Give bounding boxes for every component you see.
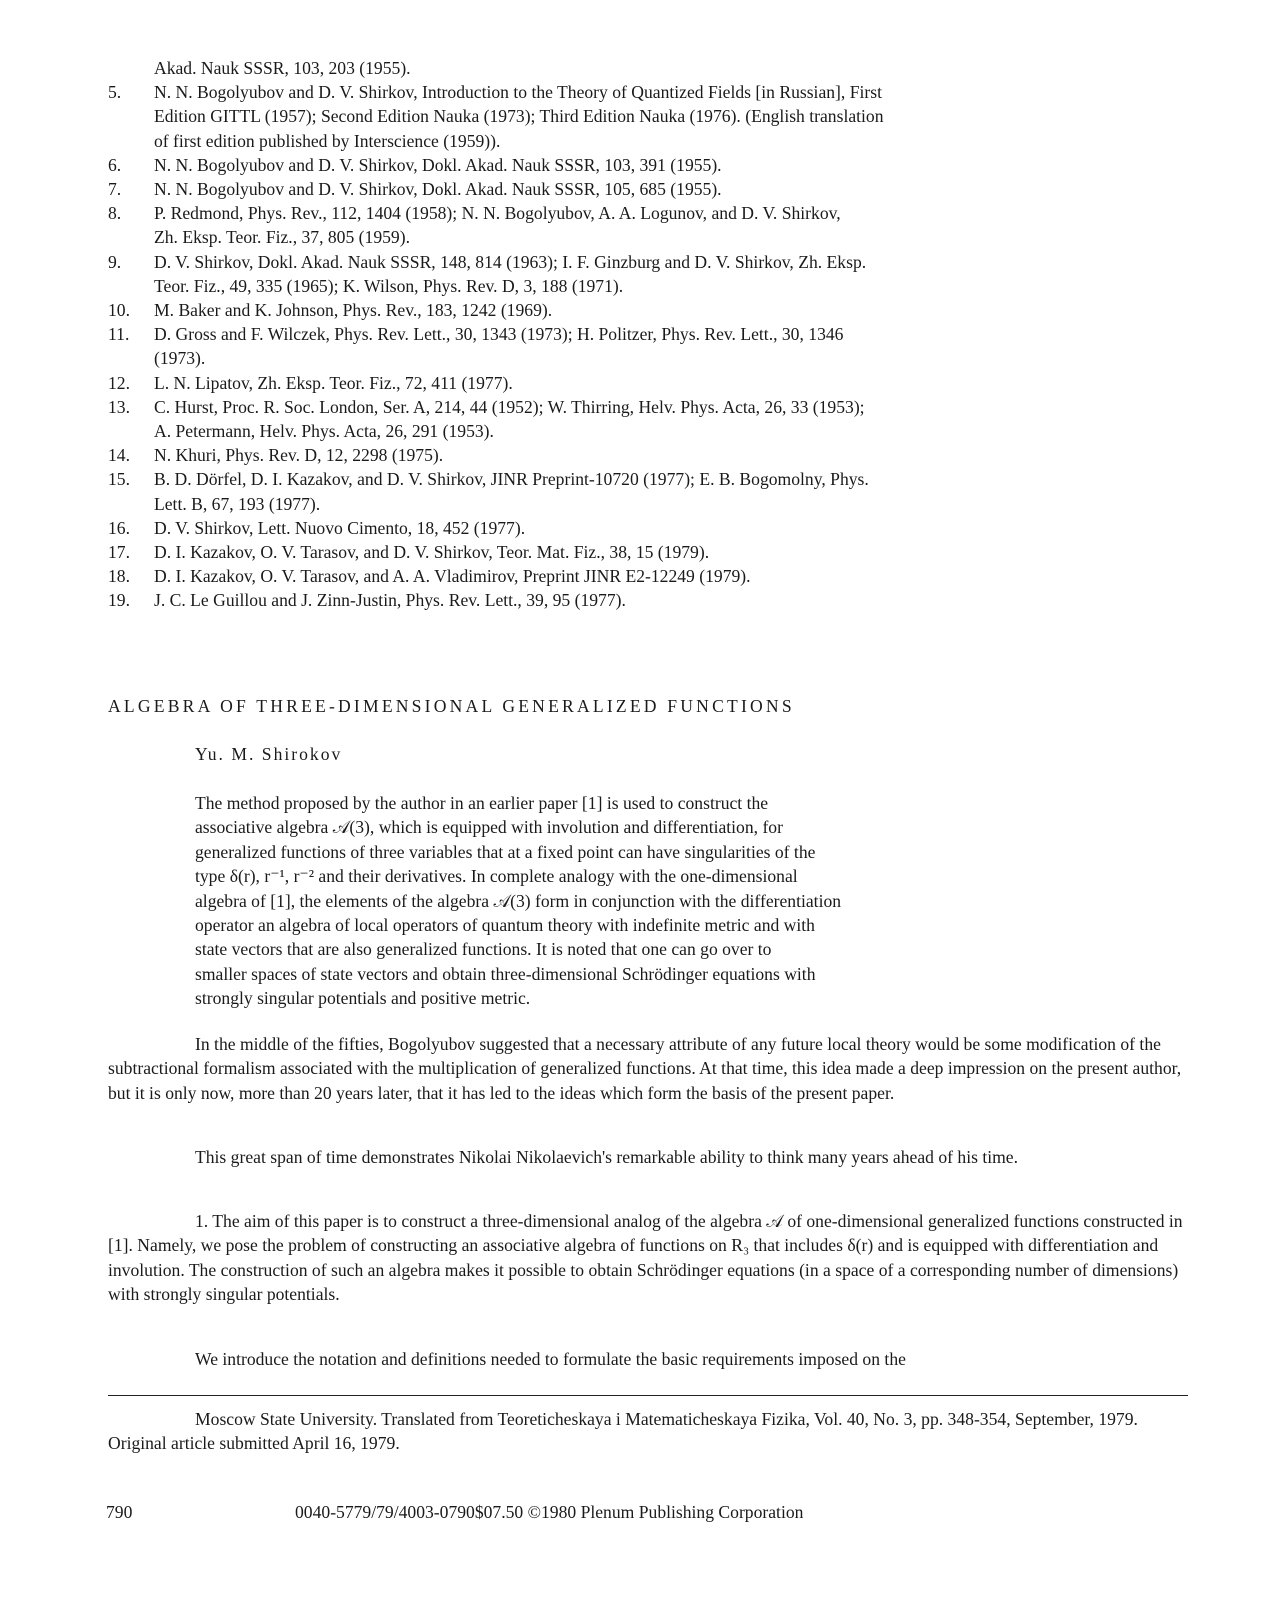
body-paragraph-4: We introduce the notation and definitions needed to formulate the basic requirements imposed on the [195, 1349, 906, 1369]
abstract-line: generalized functions of three variables that at a fixed point can have singularities of the [195, 841, 816, 862]
reference-item [108, 564, 1188, 588]
reference-number: 11. [108, 324, 130, 345]
reference-text [154, 153, 1188, 177]
reference-line: B. D. Dörfel, D. I. Kazakov, and D. V. Shirkov, JINR Preprint-10720 (1977); E. B. Bogomolny, Phys. [154, 469, 869, 490]
abstract [195, 791, 1075, 1011]
reference-number: 16. [108, 517, 130, 538]
reference-line: J. C. Le Guillou and J. Zinn-Justin, Phys. Rev. Lett., 39, 95 (1977). [154, 590, 626, 611]
reference-line: M. Baker and K. Johnson, Phys. Rev., 183, 1242 (1969). [154, 300, 553, 321]
reference-number: 10. [108, 300, 130, 321]
reference-number: 7. [108, 179, 122, 200]
abstract-line: associative algebra 𝒜(3), which is equipped with involution and differentiation, for [195, 817, 783, 838]
reference-line: D. V. Shirkov, Lett. Nuovo Cimento, 18, 452 (1977). [154, 517, 526, 538]
reference-items [108, 80, 1188, 612]
reference-number: 8. [108, 203, 122, 224]
reference-number: 19. [108, 590, 130, 611]
reference-text [154, 371, 1188, 395]
article-author: Yu. M. Shirokov [195, 744, 343, 764]
reference-text [154, 298, 1188, 322]
reference-text [154, 564, 1188, 588]
reference-text [154, 443, 1188, 467]
abstract-line: algebra of [1], the elements of the algebra 𝒜(3) form in conjunction with the differentiation [195, 890, 842, 911]
reference-line: P. Redmond, Phys. Rev., 112, 1404 (1958); N. N. Bogolyubov, A. A. Logunov, and D. V. Shirkov, [154, 203, 841, 224]
reference-item [108, 395, 1188, 443]
reference-item [108, 467, 1188, 515]
reference-item [108, 540, 1188, 564]
copyright-line: 0040-5779/79/4003-0790$07.50 ©1980 Plenum Publishing Corporation [295, 1502, 804, 1522]
reference-number: 5. [108, 82, 122, 103]
reference-item [108, 177, 1188, 201]
article-title: ALGEBRA OF THREE-DIMENSIONAL GENERALIZED FUNCTIONS [108, 696, 795, 716]
reference-item [108, 371, 1188, 395]
body-paragraph-3: 1. The aim of this paper is to construct a three-dimensional analog of the algebra 𝒜 of one-dimensional generalized functions constructed in [1]. Namely, we pose the problem of constructing an associative algebra of functions on R₃ that includes δ(r) and is equipped with differentiation and involution. The construction of such an algebra makes it possible to obtain Schrödinger equations (in a space of a corresponding number of dimensions) with strongly singular potentials. [108, 1211, 1183, 1305]
reference-text [154, 467, 1188, 515]
footnote: Moscow State University. Translated from Teoreticheskaya i Matematicheskaya Fizika, Vol. 40, No. 3, pp. 348-354, September, 1979. Original article submitted April 16, 1979. [108, 1409, 1138, 1453]
reference-line: of first edition published by Interscience (1959)). [154, 130, 501, 151]
reference-line: Edition GITTL (1957); Second Edition Nauka (1973); Third Edition Nauka (1976). (English translation [154, 106, 884, 127]
reference-line: (1973). [154, 348, 206, 369]
reference-number: 6. [108, 154, 122, 175]
reference-line: A. Petermann, Helv. Phys. Acta, 26, 291 (1953). [154, 421, 494, 442]
reference-line: D. Gross and F. Wilczek, Phys. Rev. Lett., 30, 1343 (1973); H. Politzer, Phys. Rev. Lett., 30, 1346 [154, 324, 844, 345]
abstract-line: smaller spaces of state vectors and obtain three-dimensional Schrödinger equations with [195, 963, 816, 984]
page-number: 790 [106, 1502, 133, 1522]
reference-item [108, 80, 1188, 153]
reference-line: N. Khuri, Phys. Rev. D, 12, 2298 (1975). [154, 445, 444, 466]
abstract-line: type δ(r), r⁻¹, r⁻² and their derivatives. In complete analogy with the one-dimensional [195, 866, 798, 887]
reference-item [108, 298, 1188, 322]
reference-text [154, 516, 1188, 540]
reference-text [154, 395, 1188, 443]
reference-text [154, 588, 1188, 612]
reference-line: Lett. B, 67, 193 (1977). [154, 493, 321, 514]
reference-text [154, 322, 1188, 370]
reference-item [108, 516, 1188, 540]
reference-text [154, 250, 1188, 298]
reference-number: 12. [108, 372, 130, 393]
reference-number: 17. [108, 542, 130, 563]
reference-number: 9. [108, 251, 122, 272]
abstract-line: state vectors that are also generalized functions. It is noted that one can go over to [195, 939, 772, 960]
reference-text [154, 80, 1188, 153]
reference-line: Zh. Eksp. Teor. Fiz., 37, 805 (1959). [154, 227, 410, 248]
reference-item [108, 201, 1188, 249]
reference-line: D. I. Kazakov, O. V. Tarasov, and A. A. Vladimirov, Preprint JINR E2-12249 (1979). [154, 566, 751, 587]
footnote-divider [108, 1395, 1188, 1396]
abstract-line: strongly singular potentials and positive metric. [195, 988, 531, 1009]
reference-line: D. V. Shirkov, Dokl. Akad. Nauk SSSR, 148, 814 (1963); I. F. Ginzburg and D. V. Shirkov, Zh. Eksp. [154, 251, 867, 272]
reference-line: D. I. Kazakov, O. V. Tarasov, and D. V. Shirkov, Teor. Mat. Fiz., 38, 15 (1979). [154, 542, 710, 563]
reference-text [154, 201, 1188, 249]
reference-line: N. N. Bogolyubov and D. V. Shirkov, Introduction to the Theory of Quantized Fields [in Russian], First [154, 82, 882, 103]
reference-item [108, 588, 1188, 612]
reference-item [108, 153, 1188, 177]
reference-list [108, 56, 1188, 613]
reference-line: C. Hurst, Proc. R. Soc. London, Ser. A, 214, 44 (1952); W. Thirring, Helv. Phys. Acta, 26, 33 (1953); [154, 396, 865, 417]
abstract-line: operator an algebra of local operators of quantum theory with indefinite metric and with [195, 915, 815, 936]
reference-continuation: Akad. Nauk SSSR, 103, 203 (1955). [154, 58, 411, 78]
reference-line: N. N. Bogolyubov and D. V. Shirkov, Dokl. Akad. Nauk SSSR, 103, 391 (1955). [154, 154, 722, 175]
reference-item [108, 443, 1188, 467]
reference-line: L. N. Lipatov, Zh. Eksp. Teor. Fiz., 72, 411 (1977). [154, 372, 513, 393]
reference-item [108, 250, 1188, 298]
reference-line: Teor. Fiz., 49, 335 (1965); K. Wilson, Phys. Rev. D, 3, 188 (1971). [154, 275, 624, 296]
abstract-line: The method proposed by the author in an earlier paper [1] is used to construct the [195, 793, 769, 813]
reference-text [154, 177, 1188, 201]
reference-number: 18. [108, 566, 130, 587]
body-paragraph-1: In the middle of the fifties, Bogolyubov suggested that a necessary attribute of any future local theory would be some modification of the subtractional formalism associated with the multiplication of generalized functions. At that time, this idea made a deep impression on the present author, but it is only now, more than 20 years later, that it has led to the ideas which form the basis of the present paper. [108, 1034, 1182, 1103]
reference-text [154, 540, 1188, 564]
reference-number: 15. [108, 469, 130, 490]
reference-line: N. N. Bogolyubov and D. V. Shirkov, Dokl. Akad. Nauk SSSR, 105, 685 (1955). [154, 179, 722, 200]
reference-number: 13. [108, 396, 130, 417]
reference-item [108, 322, 1188, 370]
reference-number: 14. [108, 445, 130, 466]
body-paragraph-2: This great span of time demonstrates Nikolai Nikolaevich's remarkable ability to think many years ahead of his time. [195, 1147, 1019, 1167]
